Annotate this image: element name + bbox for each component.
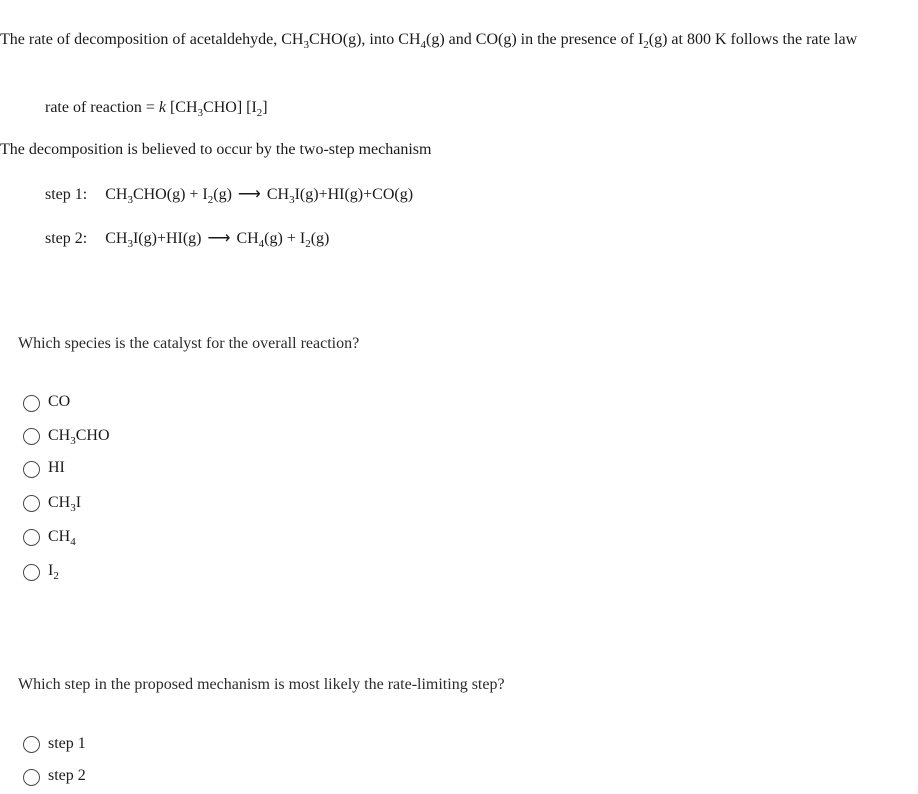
question-2-prompt: Which step in the proposed mechanism is most likely the rate-limiting step? — [18, 676, 505, 693]
step-2-products: $CH_4(g) + I_2(g)$ — [236, 230, 330, 250]
intro-text-4: (g) at 800 K follows the rate law — [648, 31, 858, 48]
option-label-ch4[interactable]: $CH_4$ — [48, 528, 76, 548]
option-label-step-2[interactable]: step 2 — [48, 767, 86, 784]
step-2-arrow: ⟶ — [207, 230, 231, 247]
radio-option-ch3i[interactable] — [23, 495, 40, 512]
step-2-reactants: $CH_3I(g)+HI(g)$ — [105, 230, 202, 250]
step-2-equation — [45, 229, 329, 249]
radio-option-ch4[interactable] — [23, 529, 40, 546]
intro-paragraph — [0, 28, 916, 52]
iodine-formula: $I_2$ — [637, 31, 649, 51]
option-label-i2[interactable]: $I_2$ — [48, 562, 59, 582]
radio-option-step-2[interactable] — [23, 769, 40, 786]
rate-law — [45, 98, 268, 118]
radio-option-i2[interactable] — [23, 564, 40, 581]
step-2-label: step 2: — [45, 230, 88, 247]
intro-text-2: (g), into — [342, 31, 395, 48]
question-1-prompt: Which species is the catalyst for the overall reaction? — [18, 335, 360, 352]
rate-law-concentrations: $[CH_3CHO]$ $[I_2]$ — [169, 99, 268, 119]
intro-text-1: The rate of decomposition of acetaldehyde, — [0, 31, 278, 48]
rate-law-lhs: rate of reaction = — [45, 99, 159, 116]
step-1-equation — [45, 185, 413, 205]
radio-option-ch3cho[interactable] — [23, 428, 40, 445]
methane-formula: $CH_4$ — [398, 31, 427, 51]
intro-text-3: (g) and CO(g) in the presence of — [426, 31, 634, 48]
option-label-step-1[interactable]: step 1 — [48, 735, 86, 752]
step-1-label: step 1: — [45, 186, 88, 203]
step-1-products: $CH_3I(g)+HI(g)+CO(g)$ — [266, 186, 414, 206]
option-label-hi[interactable]: HI — [48, 459, 65, 476]
step-1-reactants: $CH_3CHO(g) + I_2(g)$ — [105, 186, 232, 206]
acetaldehyde-formula: $CH_3CHO$ — [281, 31, 343, 51]
radio-option-hi[interactable] — [23, 461, 40, 478]
step-1-arrow: ⟶ — [237, 186, 261, 203]
radio-option-step-1[interactable] — [23, 736, 40, 753]
radio-option-co[interactable] — [23, 395, 40, 412]
rate-constant: k — [158, 99, 166, 116]
mechanism-intro: The decomposition is believed to occur by the two-step mechanism — [0, 141, 432, 158]
option-label-co[interactable]: CO — [48, 393, 71, 410]
option-label-ch3i[interactable]: $CH_3I$ — [48, 494, 82, 514]
option-label-ch3cho[interactable]: $CH_3CHO$ — [48, 427, 110, 447]
